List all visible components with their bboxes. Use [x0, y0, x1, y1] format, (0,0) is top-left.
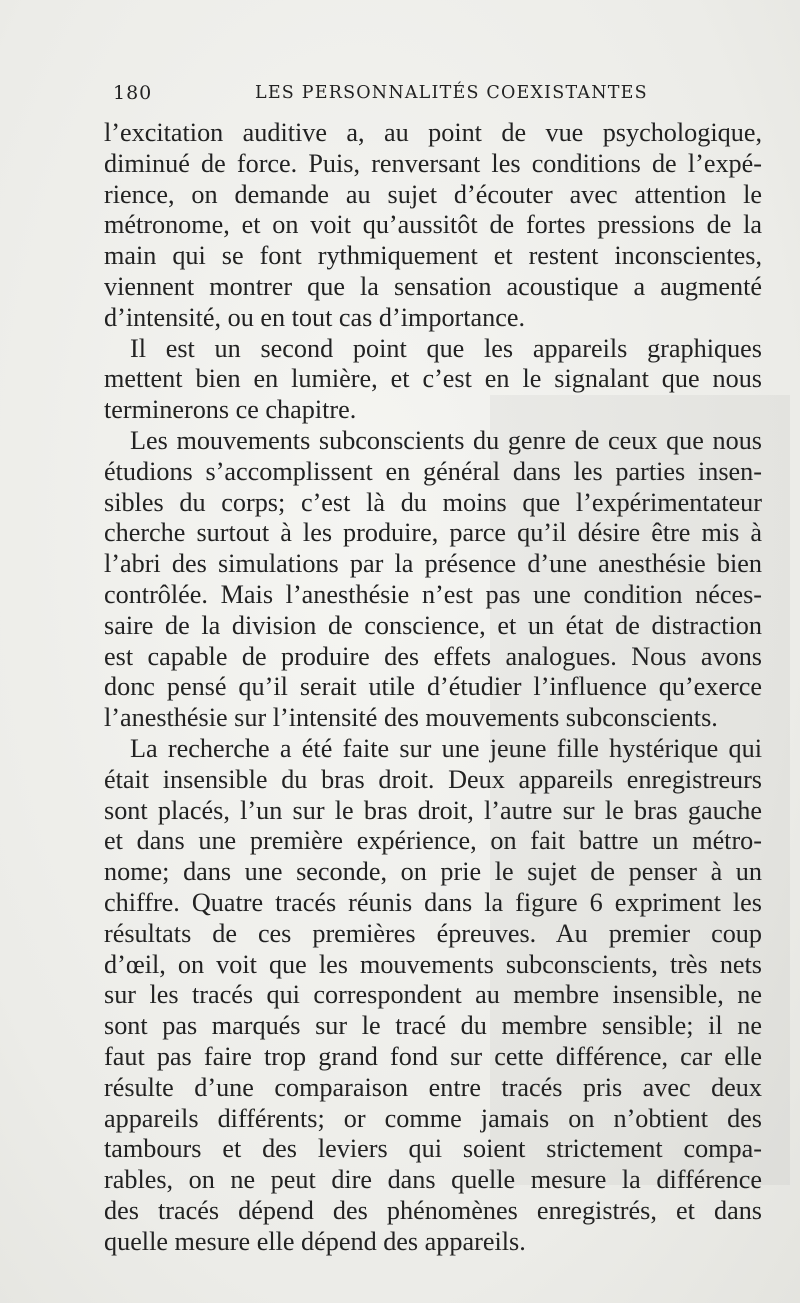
text-line: sur les tracés qui correspondent au membre insensible, ne: [104, 980, 762, 1010]
text-line: l’excitation auditive a, au point de vue psychologique,: [104, 118, 762, 147]
text-line: rables, on ne peut dire dans quelle mesure la différence: [104, 1165, 762, 1195]
text-line: mettent bien en lumière, et c’est en le signalant que nous: [104, 364, 762, 394]
text-line: donc pensé qu’il serait utile d’étudier l’influence qu’exerce: [104, 672, 762, 702]
text-line: étudions s’accomplissent en général dans les parties insen-: [104, 456, 762, 486]
text-line: faut pas faire trop grand fond sur cette différence, car elle: [104, 1041, 762, 1071]
text-line: nome; dans une seconde, on prie le sujet de penser à un: [104, 857, 762, 887]
text-line: main qui se font rythmiquement et restent inconscientes,: [104, 241, 762, 271]
text-line: l’abri des simulations par la présence d’une anesthésie bien: [104, 549, 762, 579]
text-line: des tracés dépend des phénomènes enregistrés, et dans: [104, 1195, 762, 1225]
text-line: Il est un second point que les appareils graphiques: [130, 333, 762, 363]
text-line: d’œil, on voit que les mouvements subconscients, très nets: [104, 949, 762, 979]
text-line: cherche surtout à les produire, parce qu’il désire être mis à: [104, 518, 762, 548]
text-line: terminerons ce chapitre.: [104, 395, 357, 425]
text-line: résultats de ces premières épreuves. Au premier coup: [104, 918, 762, 948]
text-line: sont placés, l’un sur le bras droit, l’autre sur le bras gauche: [104, 795, 762, 825]
text-line: était insensible du bras droit. Deux appareils enregistreurs: [104, 764, 762, 794]
text-line: chiffre. Quatre tracés réunis dans la figure 6 expriment les: [104, 887, 762, 917]
text-line: et dans une première expérience, on fait battre un métro-: [104, 826, 762, 856]
text-line: Les mouvements subconscients du genre de ceux que nous: [130, 425, 762, 455]
page-number: 180: [113, 82, 153, 104]
text-line: d’intensité, ou en tout cas d’importance.: [104, 302, 526, 332]
text-line: viennent montrer que la sensation acoustique a augmenté: [104, 271, 762, 301]
text-line: saire de la division de conscience, et un état de distraction: [104, 610, 762, 640]
text-line: La recherche a été faite sur une jeune fille hystérique qui: [130, 733, 762, 763]
text-line: est capable de produire des effets analogues. Nous avons: [104, 641, 762, 671]
text-line: résulte d’une comparaison entre tracés pris avec deux: [104, 1072, 762, 1102]
text-line: contrôlée. Mais l’anesthésie n’est pas une condition néces-: [104, 579, 762, 609]
text-line: sont pas marqués sur le tracé du membre sensible; il ne: [104, 1011, 762, 1041]
text-line: appareils différents; or comme jamais on n’obtient des: [104, 1103, 762, 1133]
text-line: rience, on demande au sujet d’écouter avec attention le: [104, 179, 762, 209]
text-line: quelle mesure elle dépend des appareils.: [104, 1226, 526, 1256]
text-line: métronome, et on voit qu’aussitôt de fortes pressions de la: [104, 210, 762, 240]
running-title: LES PERSONNALITÉS COEXISTANTES: [255, 83, 648, 103]
text-line: sibles du corps; c’est là du moins que l’expérimentateur: [104, 487, 762, 517]
text-line: l’anesthésie sur l’intensité des mouvements subconscients.: [104, 703, 718, 733]
text-line: tambours et des leviers qui soient strictement compa-: [104, 1134, 762, 1164]
body-text: [104, 118, 762, 1257]
text-line: diminué de force. Puis, renversant les conditions de l’expé-: [104, 148, 762, 178]
page-header: [113, 82, 763, 110]
